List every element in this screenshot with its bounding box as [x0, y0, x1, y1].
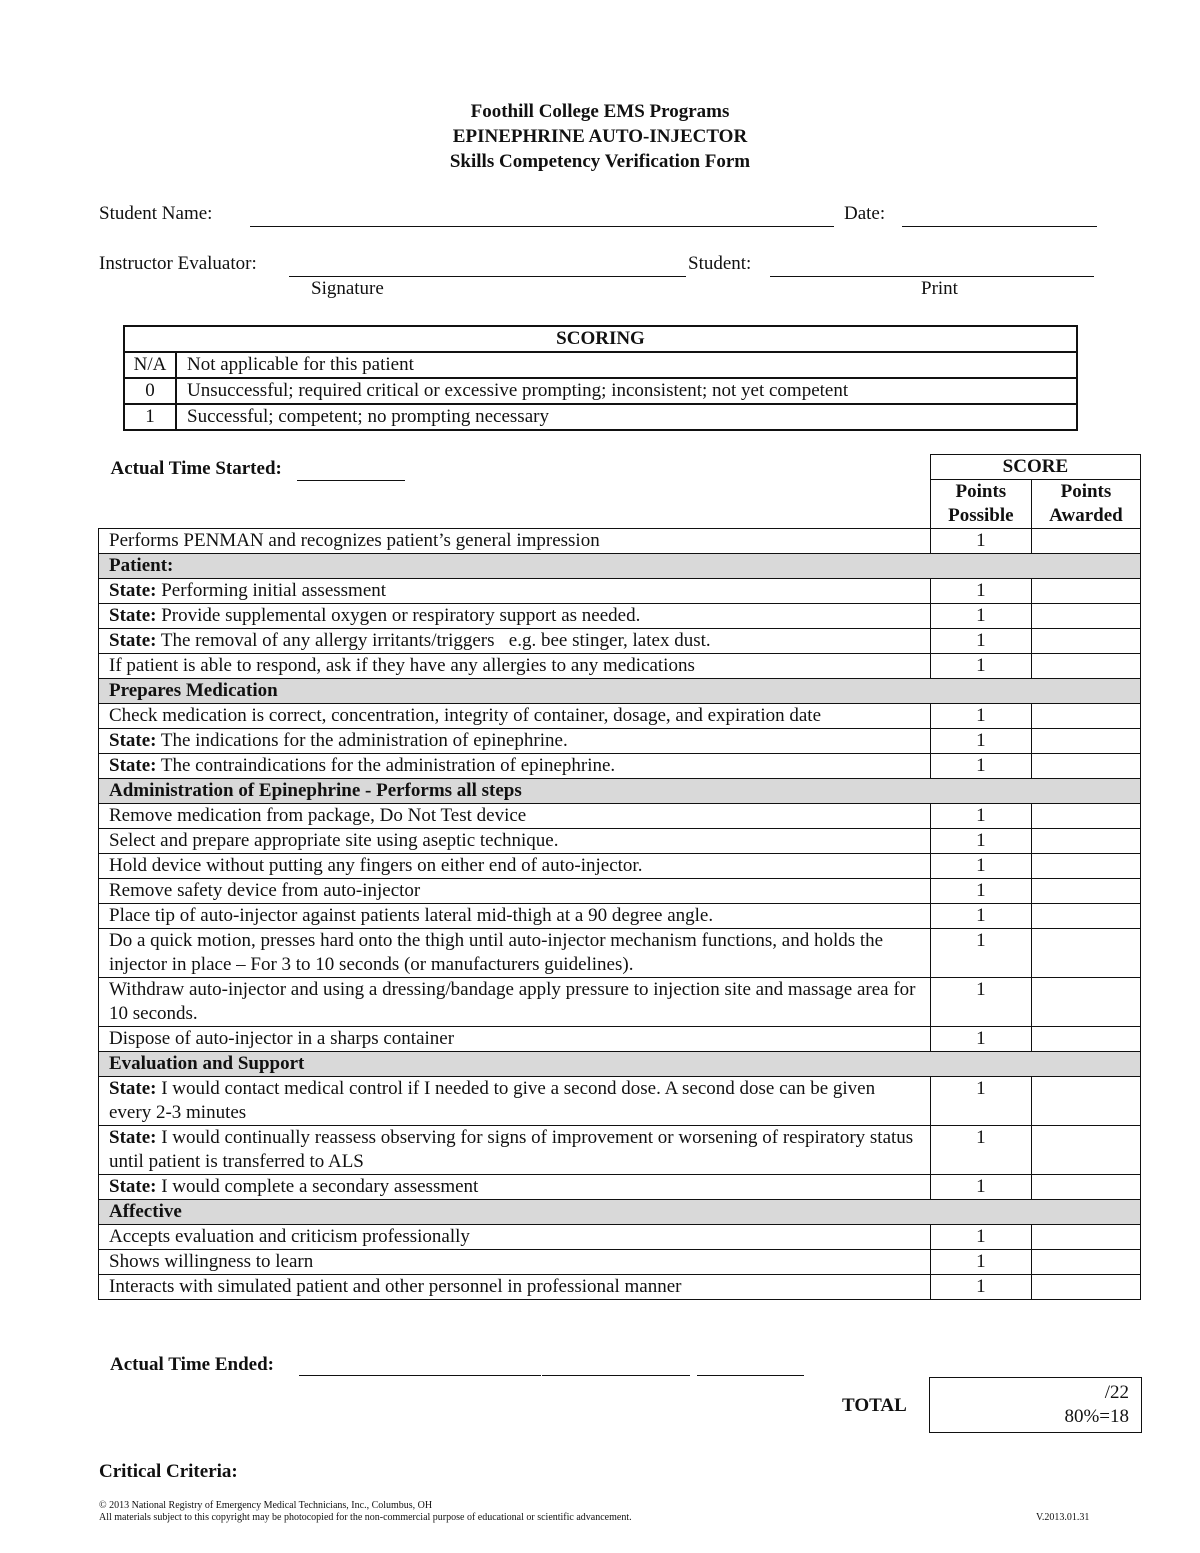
skill-description [99, 804, 931, 829]
points-awarded-field[interactable] [1031, 1175, 1140, 1200]
section-header-row [99, 679, 1141, 704]
skill-description [99, 1126, 931, 1175]
state-prefix: State: [109, 1078, 157, 1099]
points-awarded-field[interactable] [1031, 804, 1140, 829]
points-awarded-header: Points Awarded [1031, 480, 1140, 529]
skill-text: I would contact medical control if I needed to give a second dose. A second dose can be given every 2-3 minutes [109, 1078, 880, 1123]
skill-text: Select and prepare appropriate site using aseptic technique. [109, 830, 559, 851]
section-header-row [99, 1052, 1141, 1077]
skill-row [99, 929, 1141, 978]
date-field[interactable] [902, 226, 1097, 227]
instructor-evaluator-label: Instructor Evaluator: [99, 253, 257, 274]
skill-description [99, 978, 931, 1027]
points-possible: 1 [930, 729, 1031, 754]
skill-description [99, 854, 931, 879]
instructor-signature-field[interactable] [289, 276, 686, 277]
skill-description [99, 704, 931, 729]
points-awarded-field[interactable] [1031, 1077, 1140, 1126]
points-awarded-field[interactable] [1031, 654, 1140, 679]
skill-row [99, 879, 1141, 904]
time-started-label: Actual Time Started: [110, 457, 282, 479]
critical-criteria-label: Critical Criteria: [99, 1461, 238, 1482]
total-score-box[interactable] [929, 1377, 1142, 1433]
skill-description [99, 1077, 931, 1126]
points-possible: 1 [930, 929, 1031, 978]
skill-text: The indications for the administration of epinephrine. [156, 730, 568, 751]
section-header-row [99, 554, 1141, 579]
time-started-field[interactable] [297, 462, 405, 481]
points-possible: 1 [930, 1027, 1031, 1052]
signature-caption: Signature [311, 278, 384, 299]
points-awarded-field[interactable] [1031, 704, 1140, 729]
section-header-row [99, 779, 1141, 804]
scoring-legend-table [123, 325, 1078, 431]
skill-text: The removal of any allergy irritants/triggers e.g. bee stinger, latex dust. [156, 630, 711, 651]
skill-text: Interacts with simulated patient and other personnel in professional manner [109, 1276, 682, 1297]
points-possible: 1 [930, 804, 1031, 829]
state-prefix: State: [109, 605, 157, 626]
skill-row [99, 804, 1141, 829]
skill-text: Accepts evaluation and criticism professionally [109, 1226, 470, 1247]
skill-text: Dispose of auto-injector in a sharps container [109, 1028, 455, 1049]
state-prefix: State: [109, 1176, 157, 1197]
scoring-description: Successful; competent; no prompting necessary [176, 404, 1077, 430]
time-started-cell [99, 455, 931, 529]
points-possible: 1 [930, 978, 1031, 1027]
scoring-description: Unsuccessful; required critical or excessive prompting; inconsistent; not yet competent [176, 378, 1077, 404]
skill-row [99, 654, 1141, 679]
skill-description [99, 579, 931, 604]
section-header-row [99, 1200, 1141, 1225]
student-name-label: Student Name: [99, 203, 213, 224]
points-awarded-field[interactable] [1031, 579, 1140, 604]
total-label: TOTAL [842, 1395, 907, 1416]
skill-text: Performs PENMAN and recognizes patient’s general impression [109, 530, 600, 551]
section-header: Affective [99, 1200, 1141, 1225]
student-print-label: Student: [688, 253, 752, 274]
points-possible: 1 [930, 854, 1031, 879]
points-awarded-field[interactable] [1031, 879, 1140, 904]
skill-description [99, 729, 931, 754]
skill-row [99, 1275, 1141, 1300]
skill-row [99, 754, 1141, 779]
skill-description [99, 1027, 931, 1052]
time-ended-field[interactable] [299, 1375, 541, 1376]
state-prefix: State: [109, 730, 157, 751]
points-awarded-field[interactable] [1031, 529, 1140, 554]
skill-text: Remove safety device from auto-injector [109, 880, 421, 901]
scoring-row [124, 378, 1077, 404]
skill-description [99, 829, 931, 854]
section-header: Evaluation and Support [99, 1052, 1141, 1077]
skill-text: If patient is able to respond, ask if they have any allergies to any medications [109, 655, 695, 676]
score-header: SCORE [930, 455, 1140, 480]
print-caption: Print [921, 278, 958, 299]
points-possible: 1 [930, 529, 1031, 554]
skill-description [99, 1225, 931, 1250]
skill-description [99, 1175, 931, 1200]
form-title-line1: Foothill College EMS Programs [470, 101, 730, 122]
points-awarded-field[interactable] [1031, 929, 1140, 978]
skill-text: Shows willingness to learn [109, 1251, 314, 1272]
skill-row [99, 1250, 1141, 1275]
student-name-field[interactable] [250, 226, 834, 227]
skill-row [99, 1027, 1141, 1052]
skill-row [99, 904, 1141, 929]
skill-row [99, 629, 1141, 654]
skill-description [99, 529, 931, 554]
skills-table [98, 454, 1141, 1300]
form-title-line2: EPINEPHRINE AUTO-INJECTOR [452, 126, 748, 147]
skill-text: Provide supplemental oxygen or respiratory support as needed. [156, 605, 641, 626]
skill-row [99, 829, 1141, 854]
copyright-notice: © 2013 National Registry of Emergency Medical Technicians, Inc., Columbus, OH [99, 1500, 433, 1511]
skill-row [99, 1175, 1141, 1200]
skill-row [99, 529, 1141, 554]
points-awarded-field[interactable] [1031, 829, 1140, 854]
scoring-code: 0 [124, 378, 176, 404]
skills-body [99, 529, 1141, 1300]
skill-row [99, 729, 1141, 754]
skill-row [99, 978, 1141, 1027]
section-header: Administration of Epinephrine - Performs all steps [99, 779, 1141, 804]
skill-text: Performing initial assessment [156, 580, 387, 601]
skill-row [99, 854, 1141, 879]
skill-text: Do a quick motion, presses hard onto the thigh until auto-injector mechanism functions, and holds the injector in place – For 3 to 10 seconds (or manufacturers guidelines). [109, 930, 888, 975]
skill-description [99, 929, 931, 978]
skill-text: I would complete a secondary assessment [156, 1176, 479, 1197]
scoring-row [124, 404, 1077, 430]
scoring-title: SCORING [124, 326, 1077, 352]
skill-row [99, 1225, 1141, 1250]
points-awarded-field[interactable] [1031, 754, 1140, 779]
skill-text: Hold device without putting any fingers on either end of auto-injector. [109, 855, 643, 876]
points-awarded-field[interactable] [1031, 1126, 1140, 1175]
skill-description [99, 754, 931, 779]
skill-description [99, 1275, 931, 1300]
points-possible: 1 [930, 904, 1031, 929]
student-print-field[interactable] [770, 276, 1094, 277]
points-awarded-field[interactable] [1031, 978, 1140, 1027]
scoring-code: 1 [124, 404, 176, 430]
skill-description [99, 1250, 931, 1275]
skill-row [99, 579, 1141, 604]
points-possible: 1 [930, 1126, 1031, 1175]
skill-row [99, 604, 1141, 629]
points-possible: 1 [930, 604, 1031, 629]
points-possible: 1 [930, 1250, 1031, 1275]
scoring-code: N/A [124, 352, 176, 378]
photocopy-notice: All materials subject to this copyright may be photocopied for the non-commercial purpose of educational or scientific advancement. [99, 1512, 632, 1523]
points-possible: 1 [930, 1175, 1031, 1200]
state-prefix: State: [109, 755, 157, 776]
points-awarded-field[interactable] [1031, 729, 1140, 754]
points-awarded-field[interactable] [1031, 604, 1140, 629]
skill-text: Place tip of auto-injector against patients lateral mid-thigh at a 90 degree angle. [109, 905, 714, 926]
points-possible: 1 [930, 654, 1031, 679]
section-header: Patient: [99, 554, 1141, 579]
points-awarded-field[interactable] [1031, 629, 1140, 654]
points-awarded-field[interactable] [1031, 1027, 1140, 1052]
points-awarded-field[interactable] [1031, 1275, 1140, 1300]
state-prefix: State: [109, 630, 157, 651]
points-possible: 1 [930, 629, 1031, 654]
time-ended-extra-line [697, 1375, 804, 1376]
points-possible: 1 [930, 829, 1031, 854]
skill-description [99, 879, 931, 904]
skill-text: The contraindications for the administration of epinephrine. [156, 755, 616, 776]
version-label: V.2013.01.31 [1036, 1512, 1090, 1523]
points-possible: 1 [930, 879, 1031, 904]
date-label: Date: [844, 203, 886, 224]
scoring-row [124, 352, 1077, 378]
section-header: Prepares Medication [99, 679, 1141, 704]
skill-description [99, 629, 931, 654]
skill-row [99, 1126, 1141, 1175]
points-awarded-field[interactable] [1031, 1250, 1140, 1275]
time-ended-label: Actual Time Ended: [110, 1354, 274, 1375]
points-possible: 1 [930, 1275, 1031, 1300]
scoring-description: Not applicable for this patient [176, 352, 1077, 378]
points-possible: 1 [930, 704, 1031, 729]
points-possible-header: Points Possible [930, 480, 1031, 529]
skill-description [99, 604, 931, 629]
points-awarded-field[interactable] [1031, 904, 1140, 929]
skill-text: Remove medication from package, Do Not Test device [109, 805, 527, 826]
points-possible: 1 [930, 1225, 1031, 1250]
form-title-line3: Skills Competency Verification Form [449, 151, 751, 172]
points-awarded-field[interactable] [1031, 854, 1140, 879]
skill-description [99, 904, 931, 929]
time-ended-extra-line [542, 1375, 690, 1376]
pass-threshold: 80%=18 [1064, 1406, 1129, 1427]
total-max: /22 [1104, 1382, 1129, 1403]
state-prefix: State: [109, 580, 157, 601]
skill-text: Withdraw auto-injector and using a dressing/bandage apply pressure to injection site and massage area for 10 seconds. [109, 979, 921, 1024]
skill-row [99, 1077, 1141, 1126]
skill-description [99, 654, 931, 679]
points-possible: 1 [930, 754, 1031, 779]
skill-text: Check medication is correct, concentration, integrity of container, dosage, and expiration date [109, 705, 821, 726]
points-possible: 1 [930, 579, 1031, 604]
state-prefix: State: [109, 1127, 157, 1148]
skill-text: I would continually reassess observing for signs of improvement or worsening of respiratory status until patient is transferred to ALS [109, 1127, 918, 1172]
points-awarded-field[interactable] [1031, 1225, 1140, 1250]
skill-row [99, 704, 1141, 729]
points-possible: 1 [930, 1077, 1031, 1126]
